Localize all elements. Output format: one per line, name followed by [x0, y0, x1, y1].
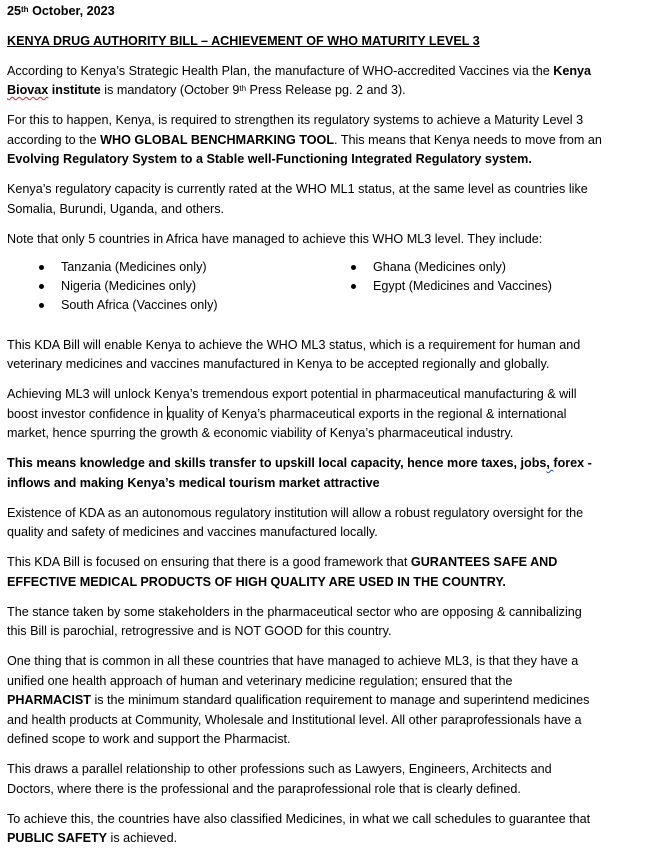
text-run-bold: Kenya	[553, 63, 592, 78]
paragraph-skills-transfer	[7, 454, 647, 493]
text-run: . This means that Kenya needs to move from an	[334, 132, 602, 147]
text-run: quality of Kenya’s pharmaceutical exports in the regional & international	[167, 406, 567, 421]
text-run: Press Release pg. 2 and 3).	[246, 83, 406, 97]
paragraph-one-health	[7, 652, 647, 750]
country-list-right-column	[349, 258, 552, 296]
date-rest: October, 2023	[28, 4, 115, 18]
text-line: and health products at Community, Wholesale and Institutional level. All other paraprofessionals have a	[7, 712, 582, 727]
text-run: This KDA Bill is focused on ensuring that there is a good framework that	[7, 555, 411, 569]
paragraph-strategic-plan	[7, 62, 647, 101]
list-item	[37, 277, 218, 296]
list-item-text: Egypt (Medicines and Vaccines)	[373, 278, 552, 293]
list-item	[349, 258, 552, 277]
document-title: KENYA DRUG AUTHORITY BILL – ACHIEVEMENT OF WHO MATURITY LEVEL 3	[7, 33, 480, 48]
text-line-bold: Evolving Regulatory System to a Stable well-Functioning Integrated Regulatory system.	[7, 152, 532, 166]
text-run-bold: institute	[48, 83, 101, 97]
text-line: market, hence spurring the growth & economic viability of Kenya’s pharmaceutical industry.	[7, 426, 514, 440]
text-line: To achieve this, the countries have also classified Medicines, in what we call schedules to guarantee that	[7, 811, 591, 826]
list-item	[37, 258, 218, 277]
list-item-text: Tanzania (Medicines only)	[61, 259, 207, 274]
text-run: according to the	[7, 132, 101, 147]
text-line-bold: EFFECTIVE MEDICAL PRODUCTS OF HIGH QUALITY ARE USED IN THE COUNTRY.	[7, 574, 506, 589]
bullet-icon	[39, 284, 44, 289]
text-run: boost investor confidence in	[7, 406, 167, 421]
text-run-bold: GURANTEES SAFE AND	[410, 555, 558, 569]
list-item-text: South Africa (Vaccines only)	[61, 297, 218, 312]
grammar-flagged-text: ,	[546, 456, 554, 470]
country-list-left-column	[37, 258, 218, 315]
text-run: is achieved.	[107, 831, 178, 845]
text-run-bold: PUBLIC SAFETY	[7, 831, 108, 845]
bullet-icon	[39, 265, 44, 270]
text-line: veterinary medicines and vaccines manufactured in Kenya to be accepted regionally and globally.	[7, 357, 550, 371]
list-item	[349, 277, 552, 296]
text-run-bold: This means knowledge and skills transfer to upskill local capacity, hence more taxes, jobs	[7, 456, 547, 470]
date-suffix: th	[21, 5, 29, 14]
list-item-text: Nigeria (Medicines only)	[61, 278, 197, 293]
country-bullet-list	[7, 258, 647, 316]
text-line: Doctors, where there is the professional and the paraprofessional role that is clearly defined.	[7, 781, 521, 796]
text-line: unified one health approach of human and veterinary medicine regulation; ensured that the	[7, 673, 513, 688]
text-line: Note that only 5 countries in Africa have managed to achieve this WHO ML3 level. They include:	[7, 231, 543, 246]
date-day: 25	[7, 4, 22, 18]
paragraph-schedules	[7, 810, 647, 849]
text-line: defined scope to work and support the Pharmacist.	[7, 732, 291, 746]
text-line: One thing that is common in all these countries that have managed to achieve ML3, is that they have a	[7, 654, 579, 668]
text-run: is mandatory (October 9	[100, 83, 240, 97]
text-line: For this to happen, Kenya, is required to strengthen its regulatory systems to achieve a Maturity Level 3	[7, 113, 584, 127]
text-run-bold: forex -	[553, 456, 592, 470]
superscript: th	[239, 84, 247, 93]
text-line: quality and safety of medicines and vaccines manufactured locally.	[7, 525, 378, 539]
bullet-icon	[39, 303, 44, 308]
text-line: Somalia, Burundi, Uganda, and others.	[7, 201, 225, 216]
text-line: this Bill is parochial, retrogressive and is NOT GOOD for this country.	[7, 624, 392, 638]
text-line: Achieving ML3 will unlock Kenya’s tremendous export potential in pharmaceutical manufacturing & will	[7, 387, 577, 401]
text-line: The stance taken by some stakeholders in the pharmaceutical sector who are opposing & cannibalizing	[7, 604, 582, 619]
paragraph-benchmarking	[7, 111, 647, 170]
text-run: is the minimum standard qualification requirement to manage and superintend medicines	[90, 693, 590, 707]
paragraph-ml3-countries-intro	[7, 230, 647, 250]
document-page	[7, 2, 647, 859]
text-run-bold: WHO GLOBAL BENCHMARKING TOOL	[100, 132, 335, 147]
paragraph-ml1-status	[7, 180, 647, 219]
bullet-icon	[351, 265, 356, 270]
bullet-icon	[351, 284, 356, 289]
list-item-text: Ghana (Medicines only)	[373, 259, 506, 274]
text-line-bold: inflows and making Kenya’s medical tourism market attractive	[7, 475, 380, 490]
text-line: This KDA Bill will enable Kenya to achieve the WHO ML3 status, which is a requirement for human and	[7, 337, 581, 352]
paragraph-regulatory-oversight	[7, 504, 647, 543]
paragraph-export-potential	[7, 385, 647, 444]
paragraph-stakeholders	[7, 603, 647, 642]
text-run-bold: PHARMACIST	[7, 693, 91, 707]
list-item	[37, 296, 218, 315]
spelling-flagged-word: Biovax	[7, 83, 49, 97]
paragraph-professions	[7, 760, 647, 799]
text-line: This draws a parallel relationship to other professions such as Lawyers, Engineers, Architects and	[7, 762, 552, 776]
paragraph-kda-ml3	[7, 336, 647, 375]
text-line: Existence of KDA as an autonomous regulatory institution will allow a robust regulatory oversight for the	[7, 505, 584, 520]
text-run: According to Kenya’s Strategic Health Plan, the manufacture of WHO-accredited Vaccines via the	[7, 63, 554, 78]
document-date	[7, 2, 647, 22]
paragraph-framework	[7, 553, 647, 592]
text-line: Kenya’s regulatory capacity is currently rated at the WHO ML1 status, at the same level as countries like	[7, 182, 588, 196]
